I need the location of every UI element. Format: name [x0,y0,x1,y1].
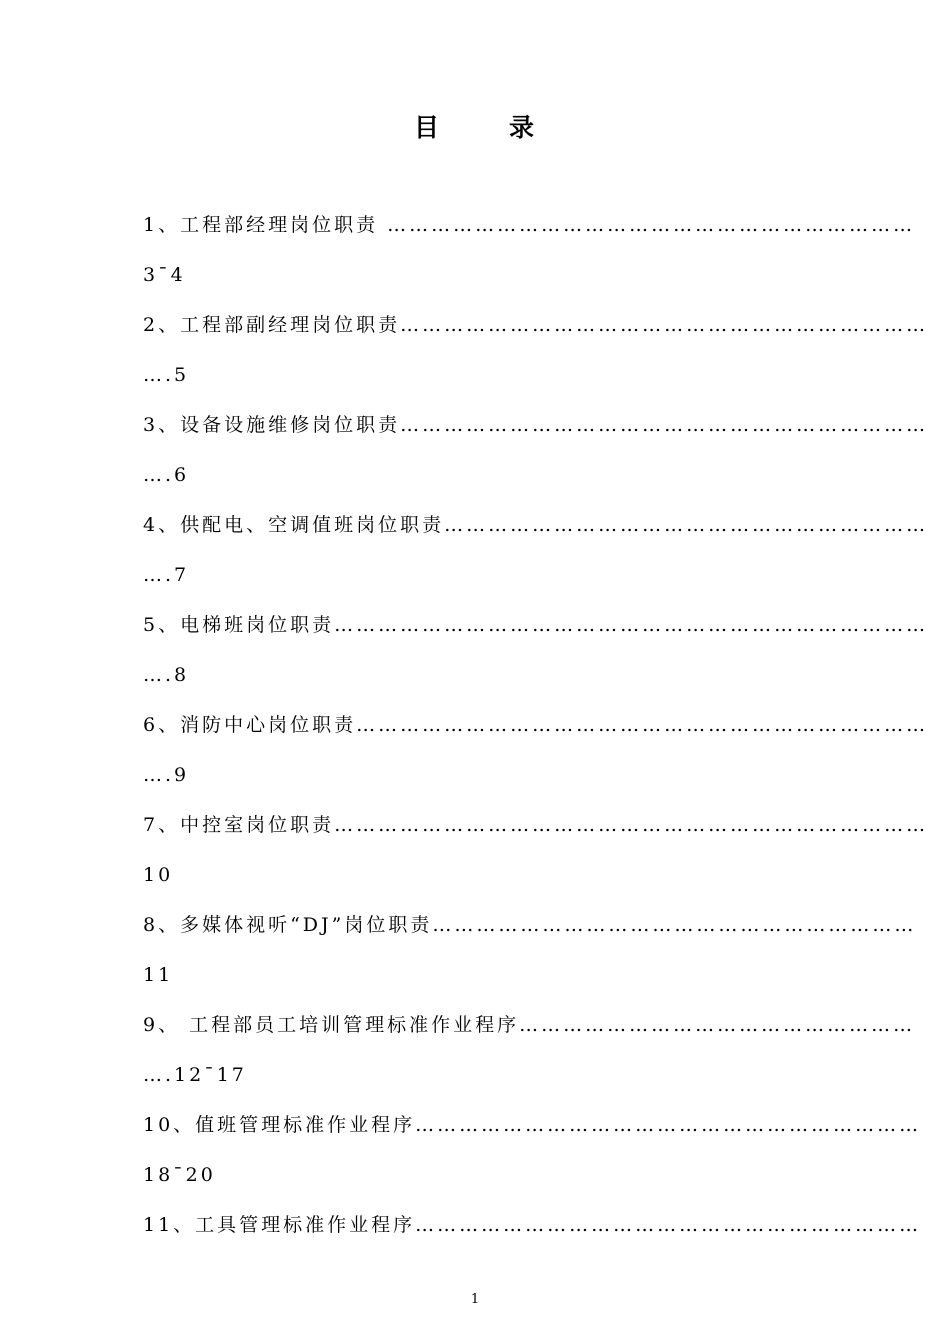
table-of-contents [143,208,929,1258]
page-number: 1 [470,1292,480,1307]
toc-entry-2-title: 2、工程部副经理岗位职责……………………………………………………………… [143,314,929,336]
toc-entry-7-title: 7、中控室岗位职责……………………………………………………………………… [143,814,929,836]
title-char-2: 录 [509,113,537,142]
toc-entry-10-page: 18¯20 [143,1164,216,1186]
toc-entry-2-page: ….5 [143,364,190,386]
toc-entry-10-title: 10、值班管理标准作业程序…………………………………………………………… [143,1114,922,1136]
toc-entry-5-page: ….8 [143,664,190,686]
page-title [0,108,950,144]
toc-entry-6-title: 6、消防中心岗位职责…………………………………………………………………… [143,714,929,736]
toc-entry-5-title: 5、电梯班岗位职责……………………………………………………………………… [143,614,929,636]
toc-entry-4-title: 4、供配电、空调值班岗位职责………………………………………………………… [143,514,929,536]
toc-entry-9-title: 9、 工程部员工培训管理标准作业程序……………………………………………… [143,1014,916,1036]
toc-entry-4-page: ….7 [143,564,190,586]
toc-entry-6-page: ….9 [143,764,190,786]
toc-entry-8-title: 8、多媒体视听“DJ”岗位职责………………………………………………………… [143,914,917,936]
toc-entry-1-page: 3¯4 [143,264,186,286]
title-char-1: 目 [413,113,441,142]
toc-entry-9-page: ….12¯17 [143,1064,247,1086]
toc-entry-7-page: 10 [143,864,174,886]
toc-entry-3-title: 3、设备设施维修岗位职责……………………………………………………………… [143,414,929,436]
toc-entry-8-page: 11 [143,964,174,986]
toc-entry-11-title: 11、工具管理标准作业程序…………………………………………………………… [143,1214,922,1236]
toc-entry-3-page: ….6 [143,464,190,486]
toc-entry-1-title: 1、工程部经理岗位职责 ……………………………………………………………… [143,214,916,236]
